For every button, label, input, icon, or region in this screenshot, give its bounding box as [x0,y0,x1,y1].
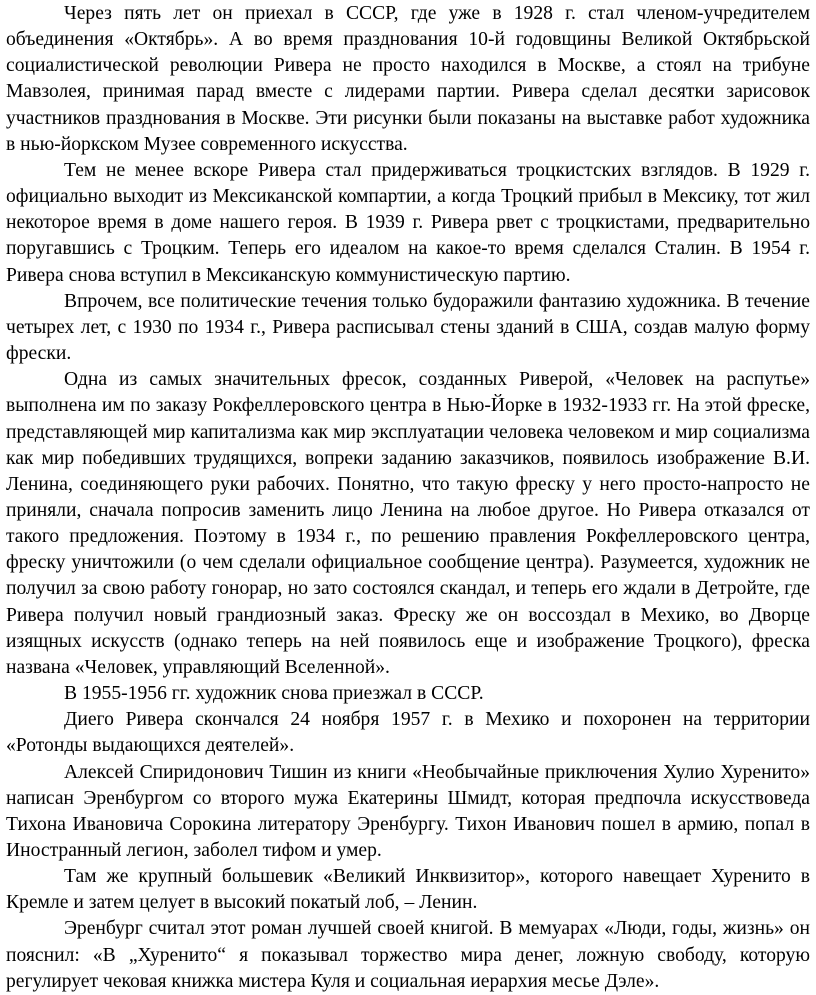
paragraph-ehrenburg-memoirs: Эренбург считал этот роман лучшей своей книгой. В мемуарах «Люди, годы, жизнь» он пояснил: «В „Хуренито“ я показывал торжество мира денег, ложную свободу, которую регулирует чековая книжка мистера Куля и социальная иерархия месье Дэле». [6,918,810,992]
paragraph-trotskyist-views: Тем не менее вскоре Ривера стал придерживаться троцкистских взглядов. В 1929 г. официально выходит из Мексиканской компартии, а когда Троцкий прибыл в Мексику, тот жил некоторое время в доме нашего героя. В 1939 г. Ривера рвет с троцкистами, предварительно поругавшись с Троцким. Теперь его идеалом на какое-то время сделался Сталин. В 1954 г. Ривера снова вступил в Мексиканскую коммунистическую партию. [6,159,810,286]
paragraph-tishin: Алексей Спиридонович Тишин из книги «Необычайные приключения Хулио Хуренито» написан Эренбургом со второго мужа Екатерины Шмидт, которая предпочла искусствоведа Тихона Ивановича Сорокина литератору Эренбургу. Тихон Иванович пошел в армию, попал в Иностранный легион, заболел тифом и умер. [6,761,810,861]
paragraph-death: Диего Ривера скончался 24 ноября 1957 г. в Мехико и похоронен на территории «Ротонды выдающихся деятелей». [6,709,810,757]
paragraph-second-visit: В 1955-1956 гг. художник снова приезжал в СССР. [64,683,484,705]
paragraph-diego-in-ussr: Через пять лет он приехал в СССР, где уже в 1928 г. стал членом-учредителем объединения «Октябрь». А во время празднования 10-й годовщины Великой Октябрьской социалистической революции Ривера не просто находился в Москве, а стоял на трибуне Мавзолея, принимая парад вместе с лидерами партии. Ривера сделал десятки зарисовок участников празднования в Москве. Эти рисунки были показаны на выставке работ художника в нью-йоркском Музее современного искусства. [6,3,810,155]
paragraph-frescoes-usa: Впрочем, все политические течения только будоражили фантазию художника. В течение четырех лет, с 1930 по 1934 г., Ривера расписывал стены зданий в США, создав малую форму фрески. [6,290,810,365]
paragraph-grand-inquisitor: Там же крупный большевик «Великий Инквизитор», которого навещает Хуренито в Кремле и затем целует в высокий покатый лоб, – Ленин. [6,866,810,914]
paragraph-man-at-crossroads: Одна из самых значительных фресок, созданных Риверой, «Человек на распутье» выполнена им по заказу Рокфеллеровского центра в Нью-Йорке в 1932-1933 гг. На этой фреске, представляющей мир капитализма как мир эксплуатации человека человеком и мир социализма как мир победивших трудящихся, вопреки заданию заказчиков, появилось изображение В.И. Ленина, соединяющего руки рабочих. Понятно, что такую фреску у него просто-напросто не приняли, сначала попросив заменить лицо Ленина на любое другое. Но Ривера отказался от такого предложения. Поэтому в 1934 г., по решению правления Рокфеллеровского центра, фреску уничтожили (о чем сделали официальное сообщение центра). Разумеется, художник не получил за свою работу гонорар, но зато состоялся скандал, и теперь его ждали в Детройте, где Ривера получил новый грандиозный заказ. Фреску же он воссоздал в Мехико, во Дворце изящных искусств (однако теперь на ней появилось еще и изображение Троцкого), фреска названа «Человек, управляющий Вселенной». [6,369,810,678]
